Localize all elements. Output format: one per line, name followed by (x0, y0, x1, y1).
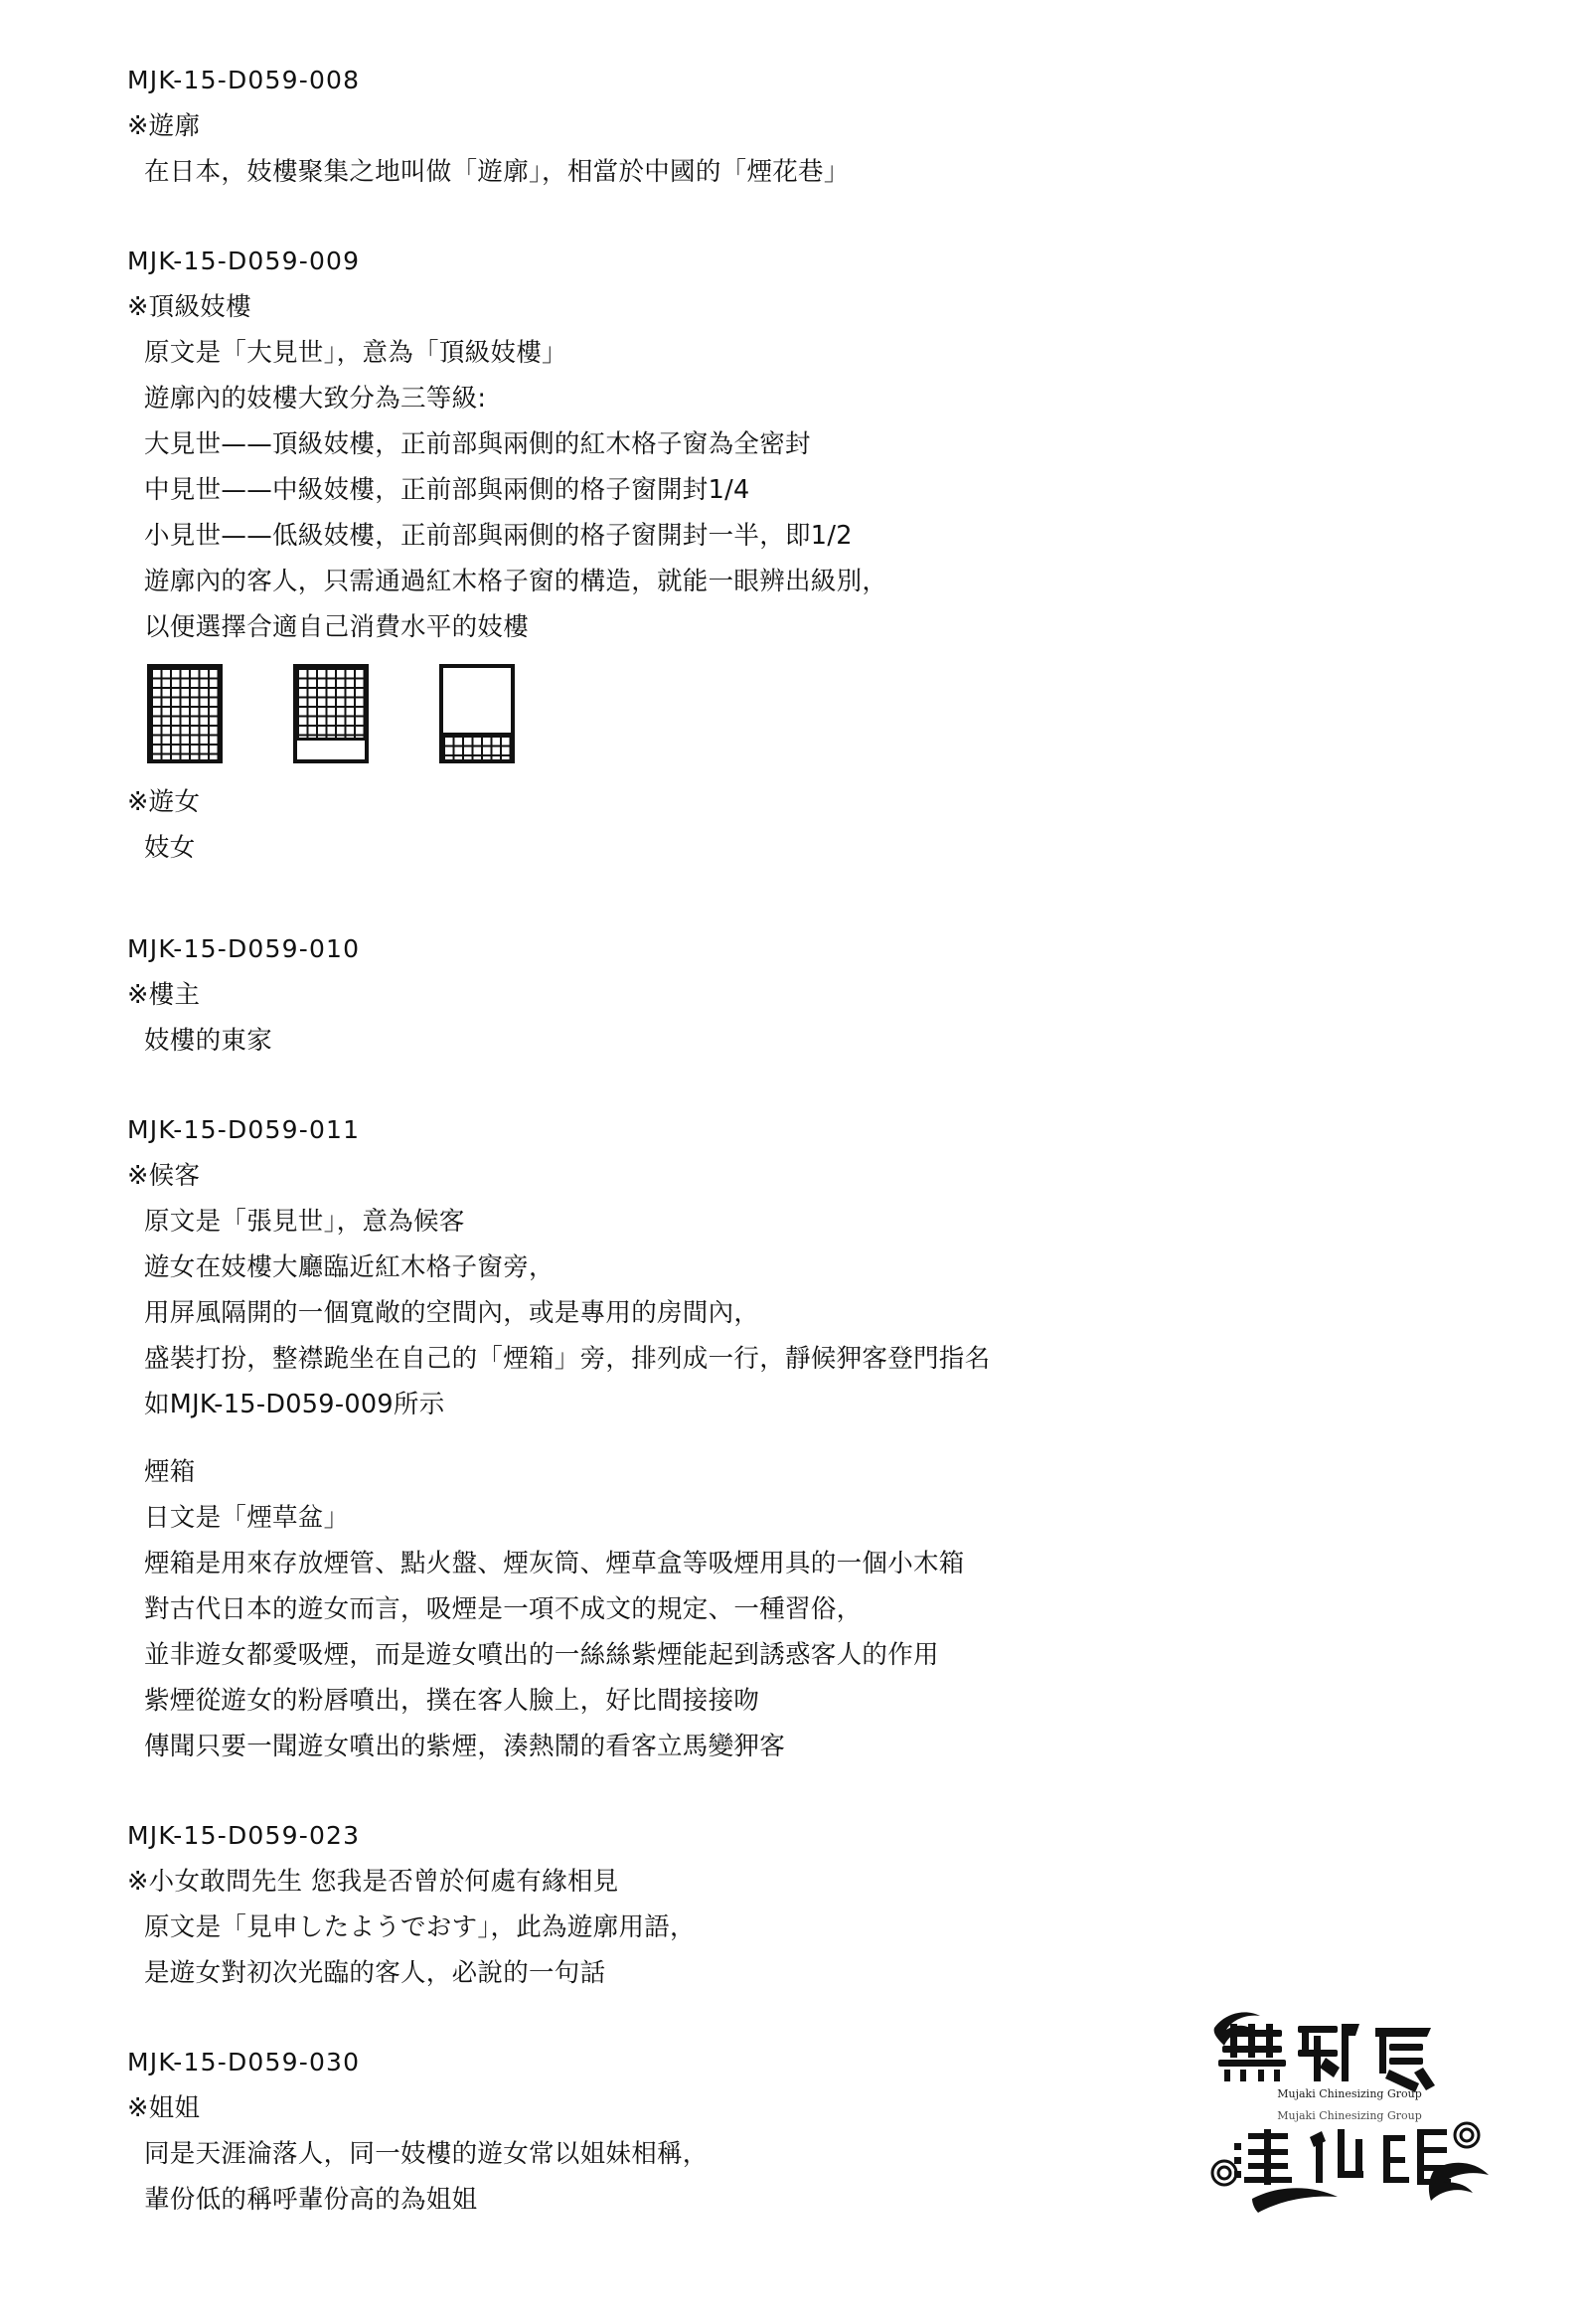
lattice-window-full-icon (147, 664, 223, 763)
lattice-grid-full (151, 668, 219, 759)
section-body-line: 遊廓內的客人，只需通過紅木格子窗的構造，就能一眼辨出級別， (144, 567, 888, 596)
section-code: MJK-15-D059-011 (127, 1115, 361, 1144)
section-body-line: 如MJK-15-D059-009所示 (144, 1390, 445, 1419)
lattice-grid-half (443, 733, 511, 759)
section-body-line: 是遊女對初次光臨的客人，必說的一句話 (144, 1958, 606, 1988)
section-body-line: 日文是「煙草盆」 (144, 1503, 350, 1533)
spacer (127, 1427, 1459, 1449)
section-code: MJK-15-D059-009 (127, 247, 361, 275)
lattice-grid-quarter (297, 668, 365, 741)
section-body-line: 原文是「大見世」，意為「頂級妓樓」 (144, 338, 567, 368)
section-heading: ※頂級妓樓 (127, 292, 251, 322)
section-body-line: 遊女在妓樓大廳臨近紅木格子窗旁， (144, 1252, 555, 1282)
section-body-line: 大見世——頂級妓樓，正前部與兩側的紅木格子窗為全密封 (144, 429, 811, 459)
group-logo (1200, 1994, 1499, 2213)
section-body-line: 同是天涯淪落人，同一妓樓的遊女常以姐妹相稱， (144, 2139, 709, 2169)
section-body-line: 在日本，妓樓聚集之地叫做「遊廓」，相當於中國的「煙花巷」 (144, 157, 850, 187)
section-body-line: 紫煙從遊女的粉唇噴出，撲在客人臉上，好比間接接吻 (144, 1686, 760, 1716)
section-heading: ※樓主 (127, 980, 201, 1010)
section-body-line: 原文是「見申したようでおす」，此為遊廓用語， (144, 1912, 696, 1942)
section-body-line: 妓女 (144, 833, 196, 863)
section-heading: ※遊廓 (127, 111, 201, 141)
lattice-window-quarter-icon (293, 664, 369, 763)
section-heading: ※遊女 (127, 787, 201, 817)
section-body-line: 小見世——低級妓樓，正前部與兩側的格子窗開封一半，即1/2 (144, 521, 853, 551)
group-logo-artwork (1200, 1994, 1499, 2213)
section-code: MJK-15-D059-008 (127, 66, 361, 94)
note-section-008 (127, 58, 1459, 195)
section-body-line: 傳聞只要一聞遊女噴出的紫煙，湊熱鬧的看客立馬變狎客 (144, 1732, 786, 1761)
spacer (127, 195, 1459, 239)
section-code: MJK-15-D059-010 (127, 934, 361, 963)
section-body-line: 中見世——中級妓樓，正前部與兩側的格子窗開封1/4 (144, 475, 750, 505)
note-section-009 (127, 239, 1459, 871)
section-body-line: 輩份低的稱呼輩份高的為姐姐 (144, 2185, 478, 2215)
section-body-line: 煙箱是用來存放煙管、點火盤、煙灰筒、煙草盒等吸煙用具的一個小木箱 (144, 1549, 965, 1578)
section-heading: ※姐姐 (127, 2093, 201, 2123)
note-section-011 (127, 1107, 1459, 1769)
section-body-line: 以便選擇合適自己消費水平的妓樓 (144, 612, 530, 642)
section-heading: ※候客 (127, 1161, 201, 1191)
section-heading: ※小女敢問先生 您我是否曾於何處有緣相見 (127, 1867, 619, 1897)
section-body-line: 盛裝打扮，整襟跪坐在自己的「煙箱」旁，排列成一行，靜候狎客登門指名 (144, 1344, 991, 1374)
section-body-line: 遊廓內的妓樓大致分為三等級: (144, 384, 487, 414)
spacer (127, 1064, 1459, 1107)
spacer (127, 871, 1459, 926)
note-section-023 (127, 1813, 1459, 1996)
logo-sub-text-2: Mujaki Chinesizing Group (1277, 2109, 1422, 2122)
spacer (127, 1769, 1459, 1813)
section-code: MJK-15-D059-023 (127, 1821, 361, 1850)
section-body-line: 用屏風隔開的一個寬敞的空間內，或是專用的房間內， (144, 1298, 760, 1328)
lattice-window-figures (127, 664, 1459, 773)
note-section-010 (127, 926, 1459, 1064)
section-body-line: 對古代日本的遊女而言，吸煙是一項不成文的規定、一種習俗， (144, 1594, 863, 1624)
lattice-window-half-icon (439, 664, 515, 763)
section-body-line: 妓樓的東家 (144, 1026, 273, 1056)
logo-sub-text: Mujaki Chinesizing Group (1277, 2087, 1422, 2100)
section-code: MJK-15-D059-030 (127, 2048, 361, 2076)
section-body-line: 並非遊女都愛吸煙，而是遊女噴出的一絲絲紫煙能起到誘惑客人的作用 (144, 1640, 939, 1670)
notes-content (127, 58, 1459, 2223)
subsection-heading: 煙箱 (144, 1457, 196, 1487)
section-body-line: 原文是「張見世」，意為候客 (144, 1207, 465, 1237)
